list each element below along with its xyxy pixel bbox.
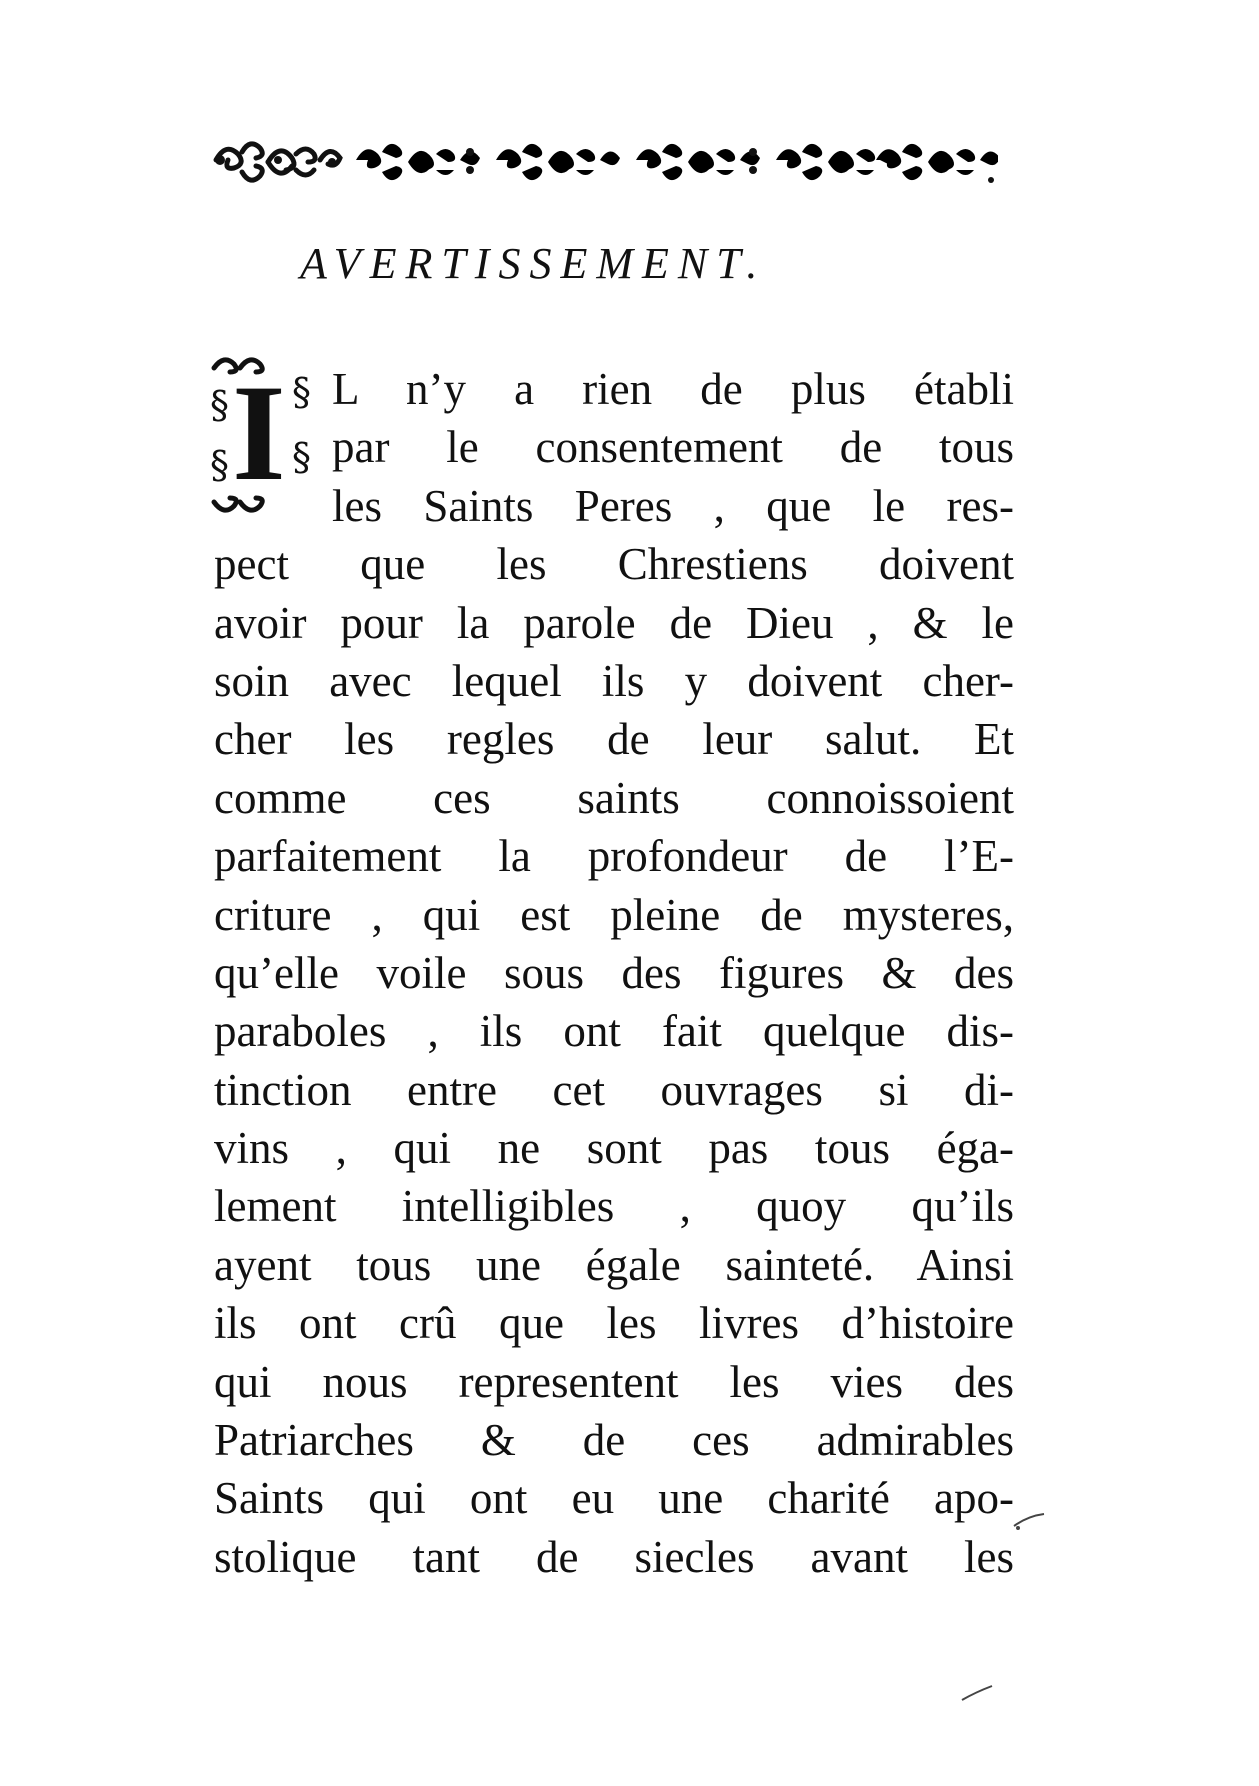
svg-text:§: § [292, 370, 311, 414]
text-line: cher les regles de leur salut. Et [214, 714, 1014, 765]
ornamental-headpiece-icon [208, 130, 998, 192]
text-line: ils ont crû que les livres d’histoire [214, 1298, 1014, 1349]
drop-cap-letter: I [232, 356, 286, 509]
text-line: L n’y a rien de plus établi [332, 364, 1014, 414]
text-line: paraboles , ils ont fait quelque dis- [214, 1006, 1014, 1057]
text-line: Saints qui ont eu une charité apo- [214, 1473, 1014, 1524]
body-text [214, 356, 1014, 1586]
text-line: lement intelligibles , quoy qu’ils [214, 1181, 1014, 1232]
text-line: avoir pour la parole de Dieu , & le [214, 597, 1014, 648]
svg-text:§: § [210, 383, 229, 427]
print-mark-icon [1010, 1508, 1050, 1536]
text-line: pect que les Chrestiens doivent [214, 539, 1014, 590]
text-line: par le consentement de tous [332, 422, 1014, 473]
text-line: parfaitement la profondeur de l’E- [214, 831, 1014, 882]
svg-text:§: § [210, 443, 229, 487]
text-line: stolique tant de siecles avant les [214, 1531, 1014, 1582]
svg-text:§: § [292, 435, 311, 479]
text-line: ayent tous une égale sainteté. Ainsi [214, 1239, 1014, 1290]
text-line: tinction entre cet ouvrages si di- [214, 1064, 1014, 1115]
text-line: qui nous representent les vies des [214, 1356, 1014, 1407]
text-line: les Saints Peres , que le res- [332, 480, 1014, 531]
text-line: vins , qui ne sont pas tous éga- [214, 1123, 1014, 1174]
text-line: qu’elle voile sous des figures & des [214, 947, 1014, 998]
text-line: soin avec lequel ils y doivent cher- [214, 655, 1014, 706]
page-title: AVERTISSEMENT. [300, 239, 767, 288]
text-line: Patriarches & de ces admirables [214, 1415, 1014, 1466]
text-line: criture , qui est pleine de mysteres, [214, 889, 1014, 940]
print-mark-icon [958, 1680, 998, 1708]
text-line: comme ces saints connoissoient [214, 772, 1014, 823]
